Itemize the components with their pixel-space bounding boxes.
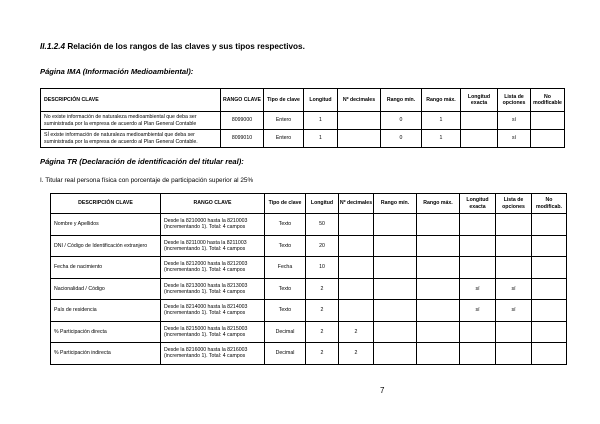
table-cell	[460, 257, 496, 279]
col-header: RANGO CLAVE	[161, 194, 265, 214]
section-heading-text: Relación de los rangos de las claves y sus tipos respectivos.	[65, 42, 305, 51]
table-cell	[496, 343, 532, 365]
table-cell	[532, 343, 567, 365]
tr-keys-table	[50, 193, 567, 365]
table-cell: Desde la 8215000 hasta la 8215003 (incrementando 1). Total: 4 campos	[161, 321, 265, 343]
table-cell	[374, 300, 417, 322]
col-header: Longitud exacta	[460, 194, 496, 214]
table-cell	[339, 300, 374, 322]
table-cell	[532, 235, 567, 257]
table-header-row	[51, 194, 567, 214]
table-cell	[417, 214, 460, 236]
table-cell	[417, 321, 460, 343]
table-cell: 2	[306, 343, 339, 365]
table-cell: Desde la 8214000 hasta la 8214003 (incrementando 1). Total: 4 campos	[161, 300, 265, 322]
table-cell: sí	[498, 130, 531, 148]
table-cell: 2	[339, 343, 374, 365]
table-cell: 2	[306, 321, 339, 343]
table-cell: Decimal	[265, 343, 306, 365]
table-cell	[338, 112, 381, 130]
ima-keys-table	[40, 88, 565, 148]
table-cell: 2	[306, 278, 339, 300]
table-cell	[339, 235, 374, 257]
table-cell: 50	[306, 214, 339, 236]
col-header: Rango mín.	[381, 89, 422, 112]
table-cell: 8099010	[221, 130, 264, 148]
col-header: Lista de opciones	[498, 89, 531, 112]
table-cell: Entero	[264, 112, 304, 130]
table-cell: 0	[381, 112, 422, 130]
table-header-row	[41, 89, 565, 112]
table-cell	[531, 112, 565, 130]
table-cell	[374, 321, 417, 343]
table-cell	[460, 343, 496, 365]
col-header: DESCRIPCIÓN CLAVE	[51, 194, 161, 214]
table-cell	[417, 257, 460, 279]
table-cell: 2	[306, 300, 339, 322]
table-cell: Texto	[265, 235, 306, 257]
table-cell: sí	[460, 278, 496, 300]
table-cell: 8099000	[221, 112, 264, 130]
col-header: Longitud exacta	[461, 89, 498, 112]
table-cell: % Participación directa	[51, 321, 161, 343]
table-cell	[531, 130, 565, 148]
table-cell	[374, 214, 417, 236]
col-header: Lista de opciones	[496, 194, 532, 214]
table-cell	[460, 235, 496, 257]
col-header: Tipo de clave	[264, 89, 304, 112]
table-cell: 1	[304, 112, 338, 130]
table-cell: Texto	[265, 214, 306, 236]
table-cell: Entero	[264, 130, 304, 148]
table-cell: % Participación indirecta	[51, 343, 161, 365]
table-row	[51, 321, 567, 343]
table-cell	[532, 278, 567, 300]
table-row	[51, 343, 567, 365]
col-header: RANGO CLAVE	[221, 89, 264, 112]
table-cell: 10	[306, 257, 339, 279]
table-cell	[339, 214, 374, 236]
table-cell: sí	[460, 300, 496, 322]
table-cell	[417, 235, 460, 257]
table-cell: sí	[496, 300, 532, 322]
table-cell	[532, 300, 567, 322]
table-cell	[496, 321, 532, 343]
table-cell	[461, 112, 498, 130]
col-header: Longitud	[304, 89, 338, 112]
table-cell	[339, 257, 374, 279]
table-cell: 1	[422, 112, 461, 130]
table-row	[51, 300, 567, 322]
table-row	[51, 214, 567, 236]
table-cell: 2	[339, 321, 374, 343]
table-cell	[532, 214, 567, 236]
table-cell: Desde la 8213000 hasta la 8213003 (incrementando 1). Total: 4 campos	[161, 278, 265, 300]
table-cell	[374, 257, 417, 279]
table-cell	[339, 278, 374, 300]
table-cell	[496, 235, 532, 257]
table-cell: Texto	[265, 300, 306, 322]
table-cell: Desde la 8211000 hasta la 8211003 (incrementando 1). Total: 4 campos	[161, 235, 265, 257]
table-cell: Texto	[265, 278, 306, 300]
col-header: Rango mín.	[374, 194, 417, 214]
table-cell: Fecha de nacimiento	[51, 257, 161, 279]
table-cell: Nacionalidad / Código	[51, 278, 161, 300]
table-row	[51, 257, 567, 279]
section-heading	[40, 42, 305, 51]
table-cell: No existe información de naturaleza medioambiental que deba ser suministrada por la empresa de acuerdo al Plan General Contable	[41, 112, 221, 130]
table-cell	[374, 235, 417, 257]
table-cell: 0	[381, 130, 422, 148]
col-header: DESCRIPCIÓN CLAVE	[41, 89, 221, 112]
table-cell	[417, 278, 460, 300]
col-header: Rango máx.	[422, 89, 461, 112]
table-cell	[417, 300, 460, 322]
table-cell: Decimal	[265, 321, 306, 343]
table-cell	[460, 214, 496, 236]
table-cell: Fecha	[265, 257, 306, 279]
table-row	[41, 130, 565, 148]
table-cell: Desde la 8210000 hasta la 8210003 (incrementando 1). Total: 4 campos	[161, 214, 265, 236]
table-cell: Desde la 8212000 hasta la 8212003 (incrementando 1). Total: 4 campos	[161, 257, 265, 279]
col-header: Nº decimales	[338, 89, 381, 112]
table-cell	[417, 343, 460, 365]
table-cell	[532, 321, 567, 343]
tr-intro-text: I. Titular real persona física con porcentaje de participación superior al 25%	[40, 177, 254, 184]
col-header: Nº decimales	[339, 194, 374, 214]
table-cell	[532, 257, 567, 279]
col-header: No modificable	[531, 89, 565, 112]
table-cell	[338, 130, 381, 148]
page-number: 7	[380, 386, 385, 395]
table-cell: Nombre y Apellidos	[51, 214, 161, 236]
table-cell: Desde la 8216000 hasta la 8216003 (incrementando 1). Total: 4 campos	[161, 343, 265, 365]
table-cell: sí	[496, 278, 532, 300]
table-cell: País de residencia	[51, 300, 161, 322]
table-cell	[374, 343, 417, 365]
table-cell: DNI / Código de Identificación extranjero	[51, 235, 161, 257]
table-cell: 1	[422, 130, 461, 148]
tr-page-title: Página TR (Declaración de identificación del titular real):	[40, 157, 244, 166]
table-cell: SÍ existe información de naturaleza medioambiental que deba ser suministrada por la empresa de acuerdo al Plan General Contable.	[41, 130, 221, 148]
table-cell: sí	[498, 112, 531, 130]
table-row	[51, 235, 567, 257]
table-row	[41, 112, 565, 130]
table-cell: 20	[306, 235, 339, 257]
table-cell	[374, 278, 417, 300]
col-header: Longitud	[306, 194, 339, 214]
col-header: No modificab.	[532, 194, 567, 214]
table-cell: 1	[304, 130, 338, 148]
table-cell	[460, 321, 496, 343]
section-number: II.1.2.4	[40, 42, 66, 51]
table-row	[51, 278, 567, 300]
ima-page-title: Página IMA (Información Medioambiental):	[40, 67, 194, 76]
table-cell	[496, 257, 532, 279]
col-header: Tipo de clave	[265, 194, 306, 214]
table-cell	[461, 130, 498, 148]
table-cell	[496, 214, 532, 236]
col-header: Rango máx.	[417, 194, 460, 214]
